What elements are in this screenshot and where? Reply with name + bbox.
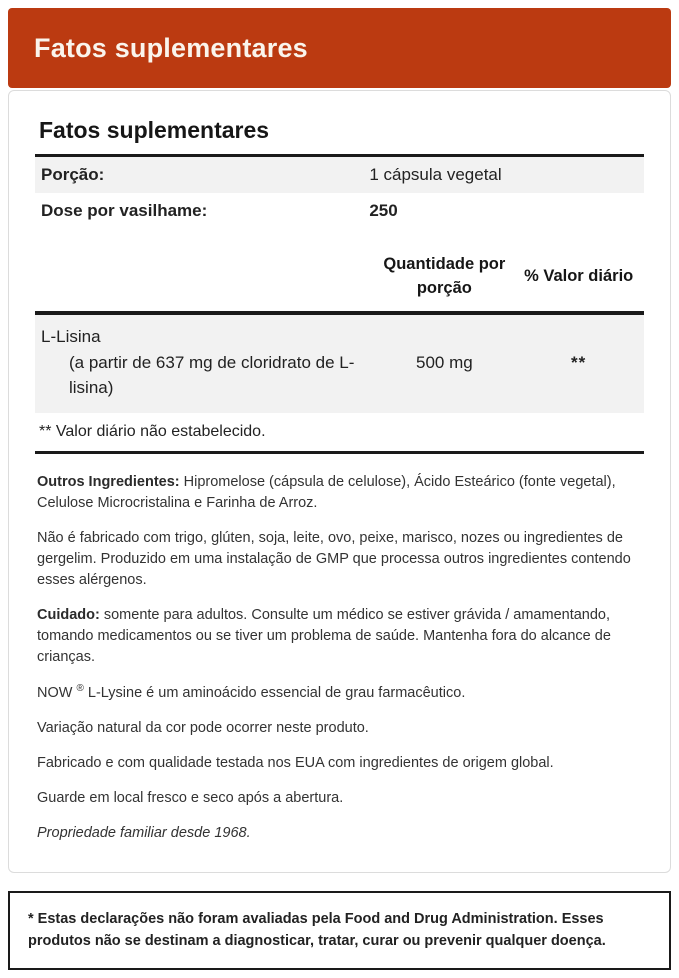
banner-title: Fatos suplementares	[34, 32, 308, 63]
color-variation-paragraph: Variação natural da cor pode ocorrer neste produto.	[37, 719, 369, 736]
ingredient-detail: (a partir de 637 mg de cloridrato de L-lisina)	[69, 353, 355, 398]
ingredient-name: L-Lisina	[41, 326, 101, 346]
caution-paragraph	[37, 605, 642, 668]
servings-per-container-label: Dose por vasilhame:	[41, 201, 208, 220]
ingredient-amount: 500 mg	[415, 352, 473, 372]
brand-statement-text: L-Lysine é um aminoácido essencial de grau farmacêutico.	[87, 684, 466, 701]
quality-tested-paragraph: Fabricado e com qualidade testada nos EUA com ingredientes de origem global.	[37, 754, 554, 771]
family-owned-paragraph: Propriedade familiar desde 1968.	[37, 824, 251, 841]
amount-per-serving-header: Quantidade por porção	[383, 255, 506, 297]
facts-panel	[8, 90, 671, 873]
daily-value-header: % Valor diário	[524, 266, 634, 285]
table-header-row	[35, 245, 644, 311]
other-ingredients-text: Hipromelose (cápsula de celulose), Ácido Esteárico (fonte vegetal), Celulose Microcristalina e Farinha de Arroz.	[37, 473, 616, 511]
servings-per-container-value: 250	[369, 201, 398, 220]
disclaimer-box	[8, 891, 671, 970]
disclaimer-text: * Estas declarações não foram avaliadas pela Food and Drug Administration. Esses produtos não se destinam a diagnosticar, tratar, curar ou prevenir qualquer doença.	[28, 910, 606, 950]
servings-per-container-row	[35, 193, 644, 229]
banner	[8, 8, 671, 88]
brand-name: NOW	[37, 684, 73, 701]
serving-size-label: Porção:	[41, 165, 105, 184]
other-ingredients-paragraph	[37, 472, 642, 514]
ingredient-row	[35, 315, 644, 413]
allergen-paragraph: Não é fabricado com trigo, glúten, soja, leite, ovo, peixe, marisco, nozes ou ingredientes de gergelim. Produzido em uma instalação de GMP que processa outros ingredientes contendo esses alérgenos.	[37, 529, 631, 588]
caution-label: Cuidado:	[37, 606, 100, 623]
brand-statement-paragraph	[37, 682, 642, 704]
storage-paragraph: Guarde em local fresco e seco após a abertura.	[37, 789, 344, 806]
footnote-divider	[35, 451, 644, 454]
caution-text: somente para adultos. Consulte um médico se estiver grávida / amamentando, tomando medicamentos ou se tiver um problema de saúde. Mantenha fora do alcance de crianças.	[37, 606, 611, 665]
other-ingredients-label: Outros Ingredientes:	[37, 473, 180, 490]
info-paragraphs	[35, 472, 644, 844]
daily-value-footnote: ** Valor diário não estabelecido.	[39, 422, 266, 440]
supplement-facts-page	[8, 8, 671, 970]
panel-title: Fatos suplementares	[39, 117, 270, 143]
ingredient-daily-value: **	[571, 352, 587, 372]
ingredient-name-cell	[41, 325, 369, 401]
serving-size-value: 1 cápsula vegetal	[369, 165, 502, 184]
serving-size-row	[35, 157, 644, 193]
registered-trademark-symbol: ®	[76, 682, 84, 694]
